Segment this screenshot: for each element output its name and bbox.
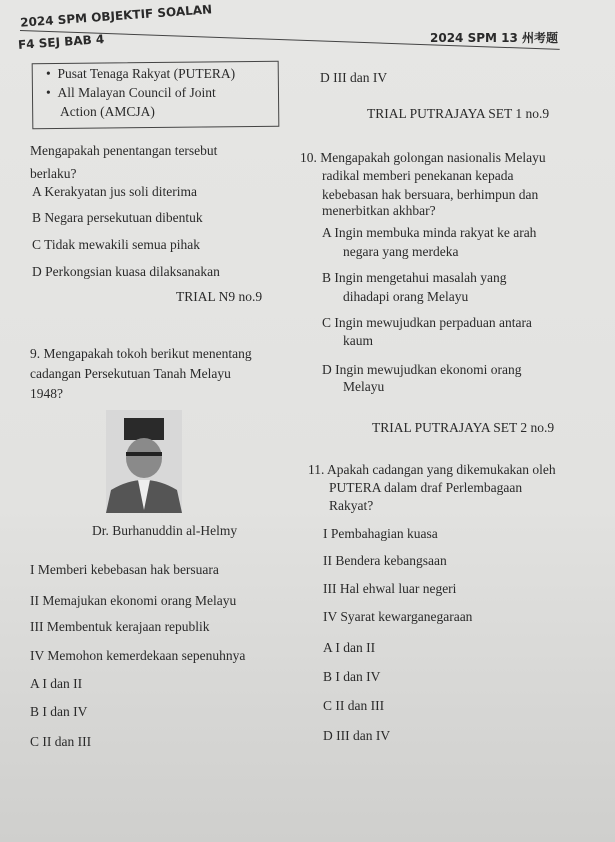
- header-right: 2024 SPM 13 州考题: [430, 31, 559, 45]
- portrait-icon: [106, 410, 182, 513]
- option: C II dan III: [30, 734, 92, 749]
- option-cont: kaum: [343, 333, 373, 348]
- source-label: TRIAL N9 no.9: [176, 289, 263, 304]
- portrait-photo: [106, 410, 182, 513]
- option: A I dan II: [323, 640, 376, 655]
- statement: IV Memohon kemerdekaan sepenuhnya: [30, 648, 246, 663]
- header-chapter: F4 SEJ BAB 4: [17, 32, 105, 52]
- option: B Negara persekutuan dibentuk: [32, 210, 203, 225]
- statement: I Memberi kebebasan hak bersuara: [30, 562, 219, 577]
- question-stem: radikal memberi penekanan kepada: [322, 168, 514, 183]
- option: B Ingin mengetahui masalah yang: [322, 270, 507, 285]
- statement: III Hal ehwal luar negeri: [323, 581, 457, 596]
- box-item-text: Pusat Tenaga Rakyat (PUTERA): [57, 66, 236, 81]
- question-stem: berlaku?: [30, 166, 77, 181]
- question-stem: cadangan Persekutuan Tanah Melayu: [30, 366, 231, 381]
- question-stem: 10. Mengapakah golongan nasionalis Melayu: [300, 150, 546, 165]
- header-title: 2024 SPM OBJEKTIF SOALAN: [19, 2, 213, 30]
- statement: I Pembahagian kuasa: [323, 526, 438, 541]
- option: D Perkongsian kuasa dilaksanakan: [32, 264, 220, 279]
- box-item-text: All Malayan Council of Joint: [57, 85, 216, 100]
- question-stem: 11. Apakah cadangan yang dikemukakan oleh: [308, 462, 556, 477]
- option: A I dan II: [30, 676, 83, 691]
- option: C Ingin mewujudkan perpaduan antara: [322, 315, 532, 330]
- option-cont: negara yang merdeka: [343, 244, 459, 259]
- option: B I dan IV: [30, 704, 88, 719]
- option: D Ingin mewujudkan ekonomi orang: [322, 362, 522, 377]
- source-label: TRIAL PUTRAJAYA SET 1 no.9: [367, 106, 550, 121]
- option: C II dan III: [323, 698, 385, 713]
- option: D III dan IV: [323, 728, 391, 743]
- option: C Tidak mewakili semua pihak: [32, 237, 200, 252]
- question-stem: Mengapakah penentangan tersebut: [30, 143, 218, 158]
- box-item: • Pusat Tenaga Rakyat (PUTERA): [46, 66, 236, 81]
- question-stem: 9. Mengapakah tokoh berikut menentang: [30, 346, 252, 361]
- statement: II Memajukan ekonomi orang Melayu: [30, 593, 237, 608]
- box-item-cont: Action (AMCJA): [60, 104, 155, 119]
- option-cont: dihadapi orang Melayu: [343, 289, 469, 304]
- statement: IV Syarat kewarganegaraan: [323, 609, 473, 624]
- box-item: • All Malayan Council of Joint: [46, 85, 216, 100]
- option: B I dan IV: [323, 669, 381, 684]
- question-stem: kebebasan hak bersuara, berhimpun dan: [322, 187, 539, 202]
- option-cont: Melayu: [343, 379, 385, 394]
- question-stem: 1948?: [30, 386, 63, 401]
- question-stem: PUTERA dalam draf Perlembagaan: [329, 480, 523, 495]
- question-stem: menerbitkan akhbar?: [322, 203, 436, 218]
- option: A Ingin membuka minda rakyat ke arah: [322, 225, 537, 240]
- statement: II Bendera kebangsaan: [323, 553, 447, 568]
- option: D III dan IV: [320, 70, 388, 85]
- statement: III Membentuk kerajaan republik: [30, 619, 210, 634]
- option: A Kerakyatan jus soli diterima: [32, 184, 197, 199]
- photo-caption: Dr. Burhanuddin al-Helmy: [92, 523, 238, 538]
- question-stem: Rakyat?: [329, 498, 374, 513]
- source-label: TRIAL PUTRAJAYA SET 2 no.9: [372, 420, 555, 435]
